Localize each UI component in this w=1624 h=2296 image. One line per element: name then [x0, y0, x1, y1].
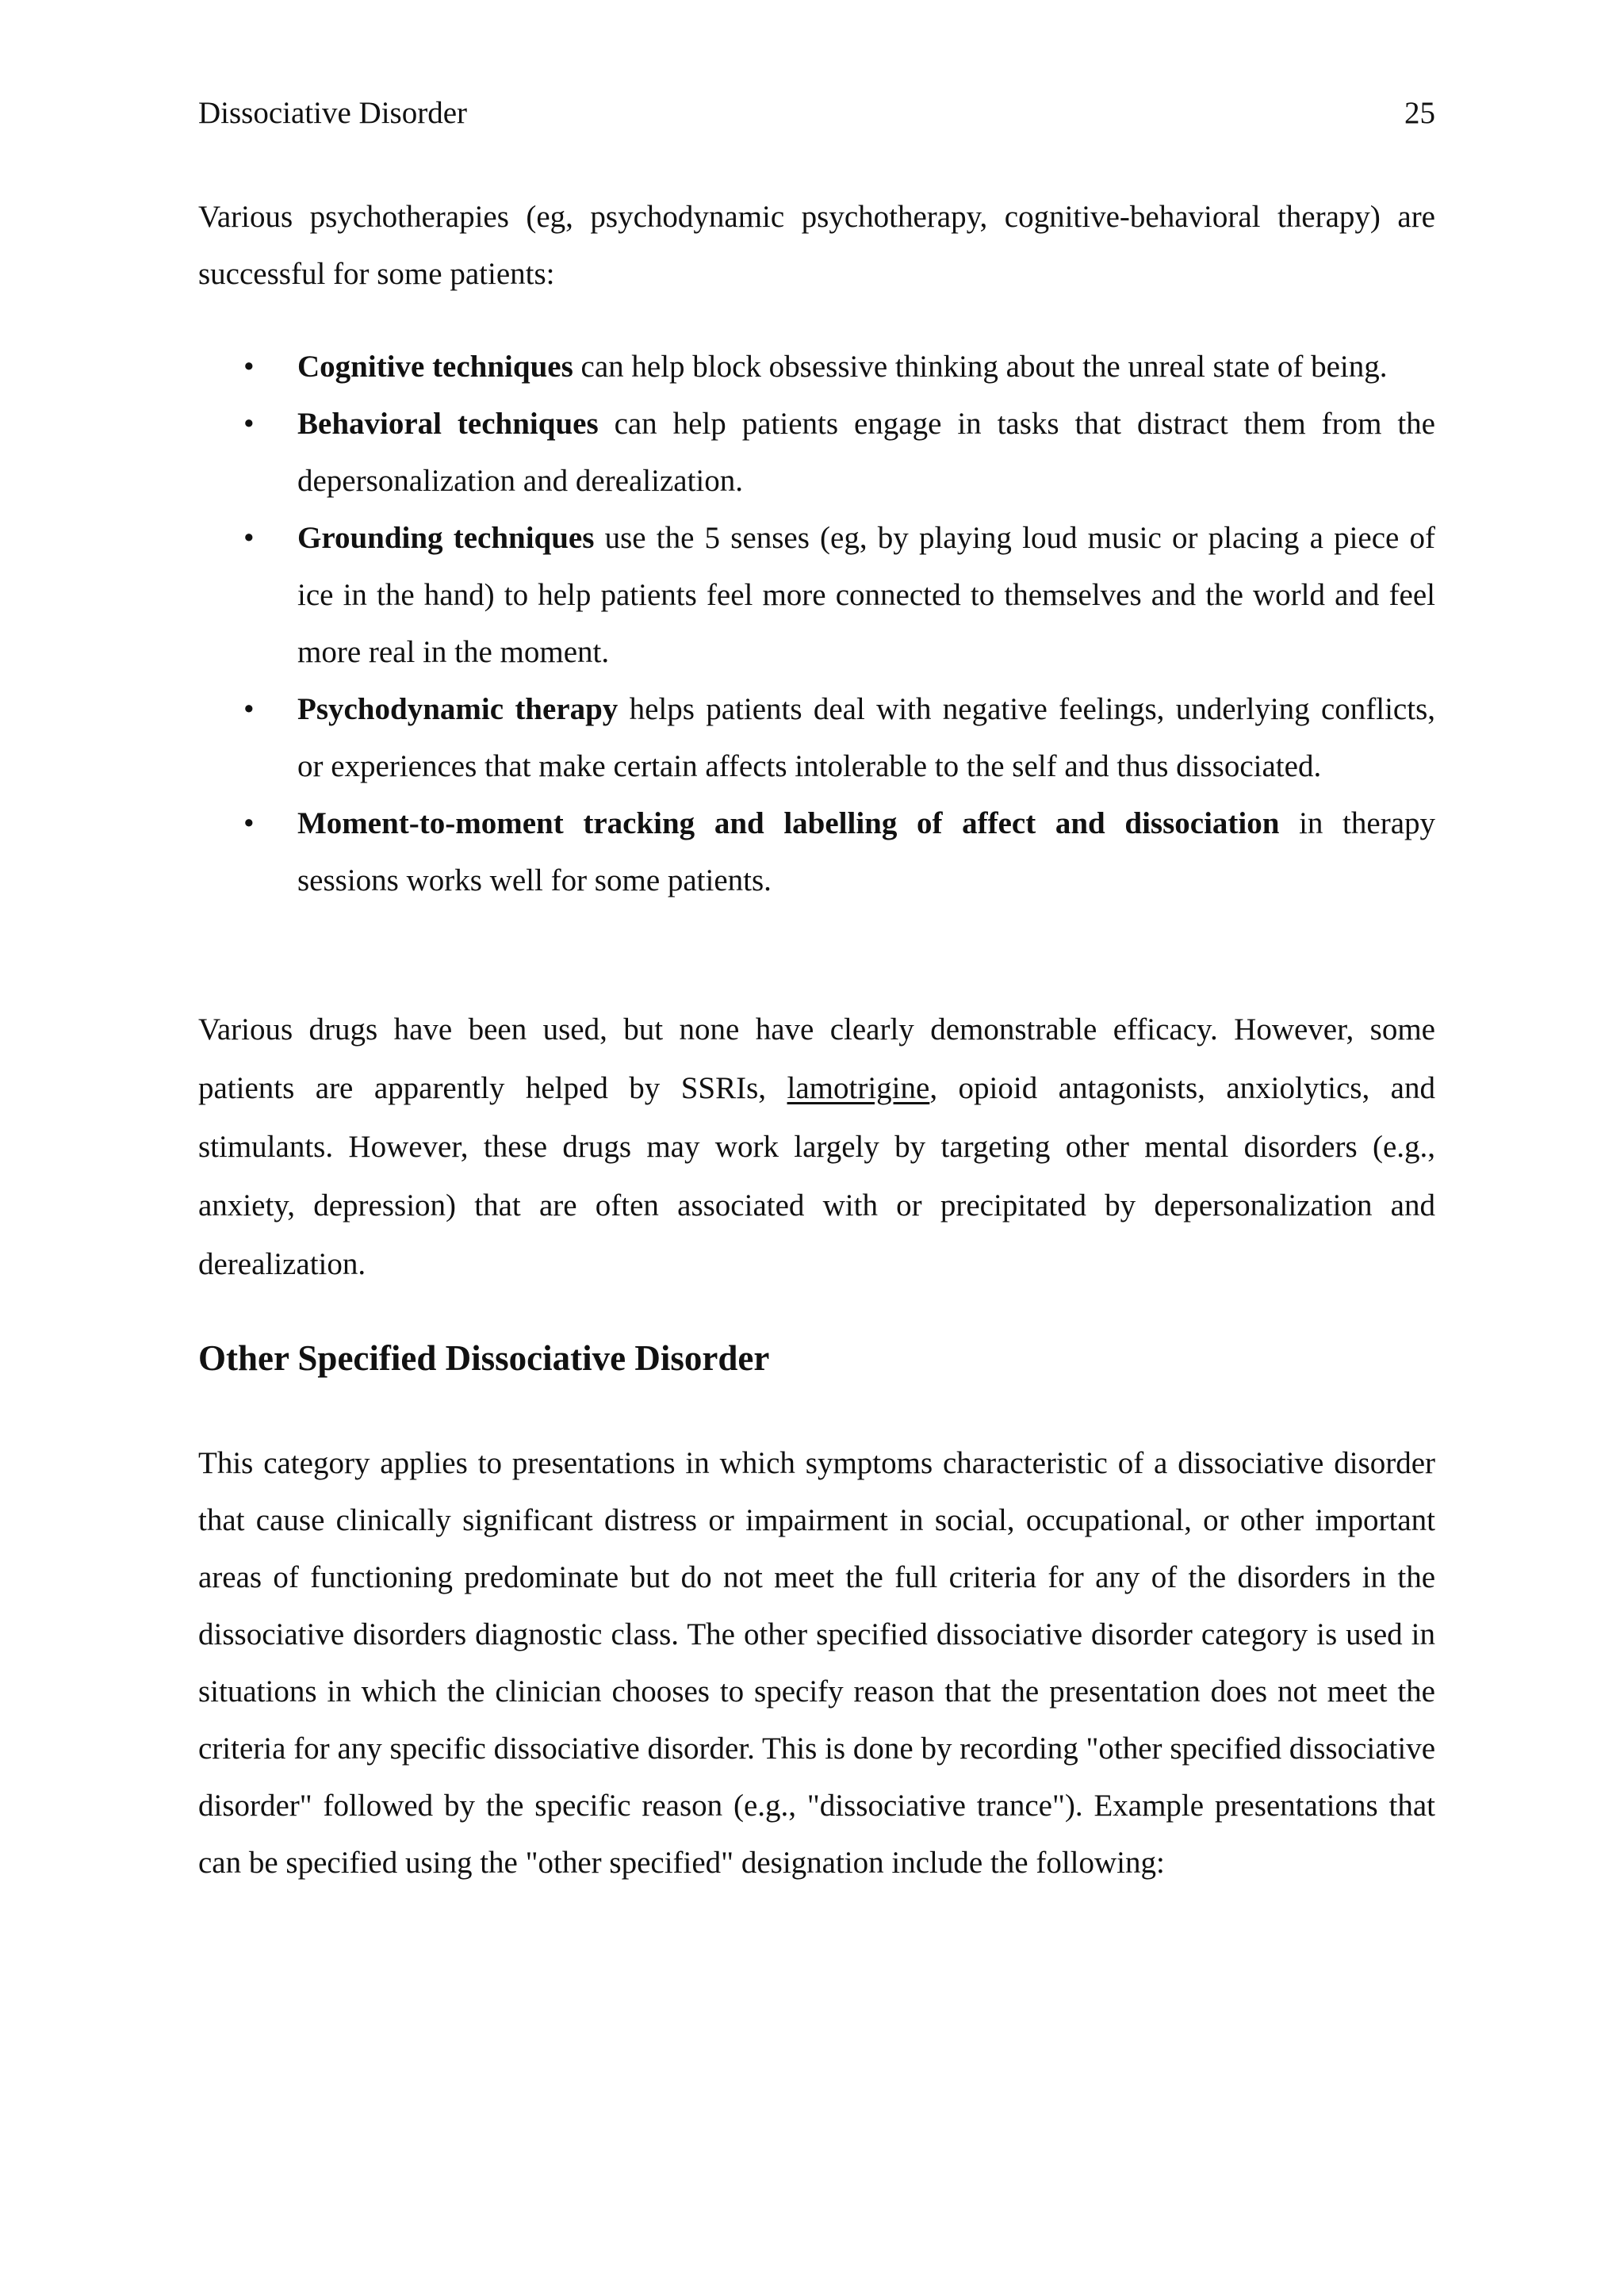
other-specified-paragraph: This category applies to presentations in which symptoms characteristic of a dissociative disorder that cause clinically significant distress or impairment in social, occupational, or other important areas of functioning predominate but do not meet the full criteria for any of the disorders in the dissociative disorders diagnostic class. The other specified dissociative disorder category is used in situations in which the clinician chooses to specify reason that the presentation does not meet the criteria for any specific dissociative disorder. This is done by recording "other specified dissociative disorder" followed by the specific reason (e.g., "dissociative trance"). Example presentations that can be specified using the "other specified" designation include the following: — [198, 1446, 1435, 1880]
list-item-term: Behavioral techniques — [297, 407, 599, 441]
list-item-term: Grounding techniques — [297, 521, 595, 555]
list-item — [198, 795, 1435, 909]
list-item-text: helps patients deal with negative feelings, underlying conflicts, or experiences that make certain affects intolerable to the self and thus dissociated. — [297, 692, 1436, 783]
list-item-term: Moment-to-moment tracking and labelling of affect and dissociation — [297, 806, 1280, 840]
list-item-text: can help block obsessive thinking about the unreal state of being. — [573, 350, 1388, 384]
list-item — [198, 681, 1435, 795]
running-header — [198, 94, 1435, 133]
therapy-list — [198, 339, 1435, 909]
list-item — [198, 510, 1435, 681]
list-item — [198, 396, 1435, 510]
drugs-text-before: Various drugs have been used, but none have clearly demonstrable efficacy. However, some patients are apparently helped by SSRIs, — [198, 1012, 1435, 1105]
list-item-term: Psychodynamic therapy — [297, 692, 619, 726]
drugs-text-after: , opioid antagonists, anxiolytics, and stimulants. However, these drugs may work largely by targeting other mental disorders (e.g., anxiety, depression) that are often associated with or precipitated by depersonalization and derealization. — [198, 1071, 1435, 1281]
list-item — [198, 339, 1435, 396]
list-item-term: Cognitive techniques — [297, 350, 573, 384]
list-item-text: use the 5 senses (eg, by playing loud music or placing a piece of ice in the hand) to help patients feel more connected to themselves and the world and feel more real in the moment. — [297, 521, 1435, 669]
section-heading: Other Specified Dissociative Disorder — [198, 1338, 770, 1378]
list-item-text: can help patients engage in tasks that distract them from the depersonalization and derealization. — [297, 407, 1435, 498]
intro-paragraph: Various psychotherapies (eg, psychodynamic psychotherapy, cognitive-behavioral therapy) are successful for some patients: — [198, 200, 1435, 291]
running-title: Dissociative Disorder — [198, 96, 468, 130]
page-number: 25 — [1404, 96, 1435, 130]
drugs-paragraph — [198, 1001, 1435, 1294]
list-item-text: in therapy sessions works well for some patients. — [297, 806, 1436, 897]
lamotrigine-link[interactable]: lamotrigine — [787, 1071, 930, 1105]
